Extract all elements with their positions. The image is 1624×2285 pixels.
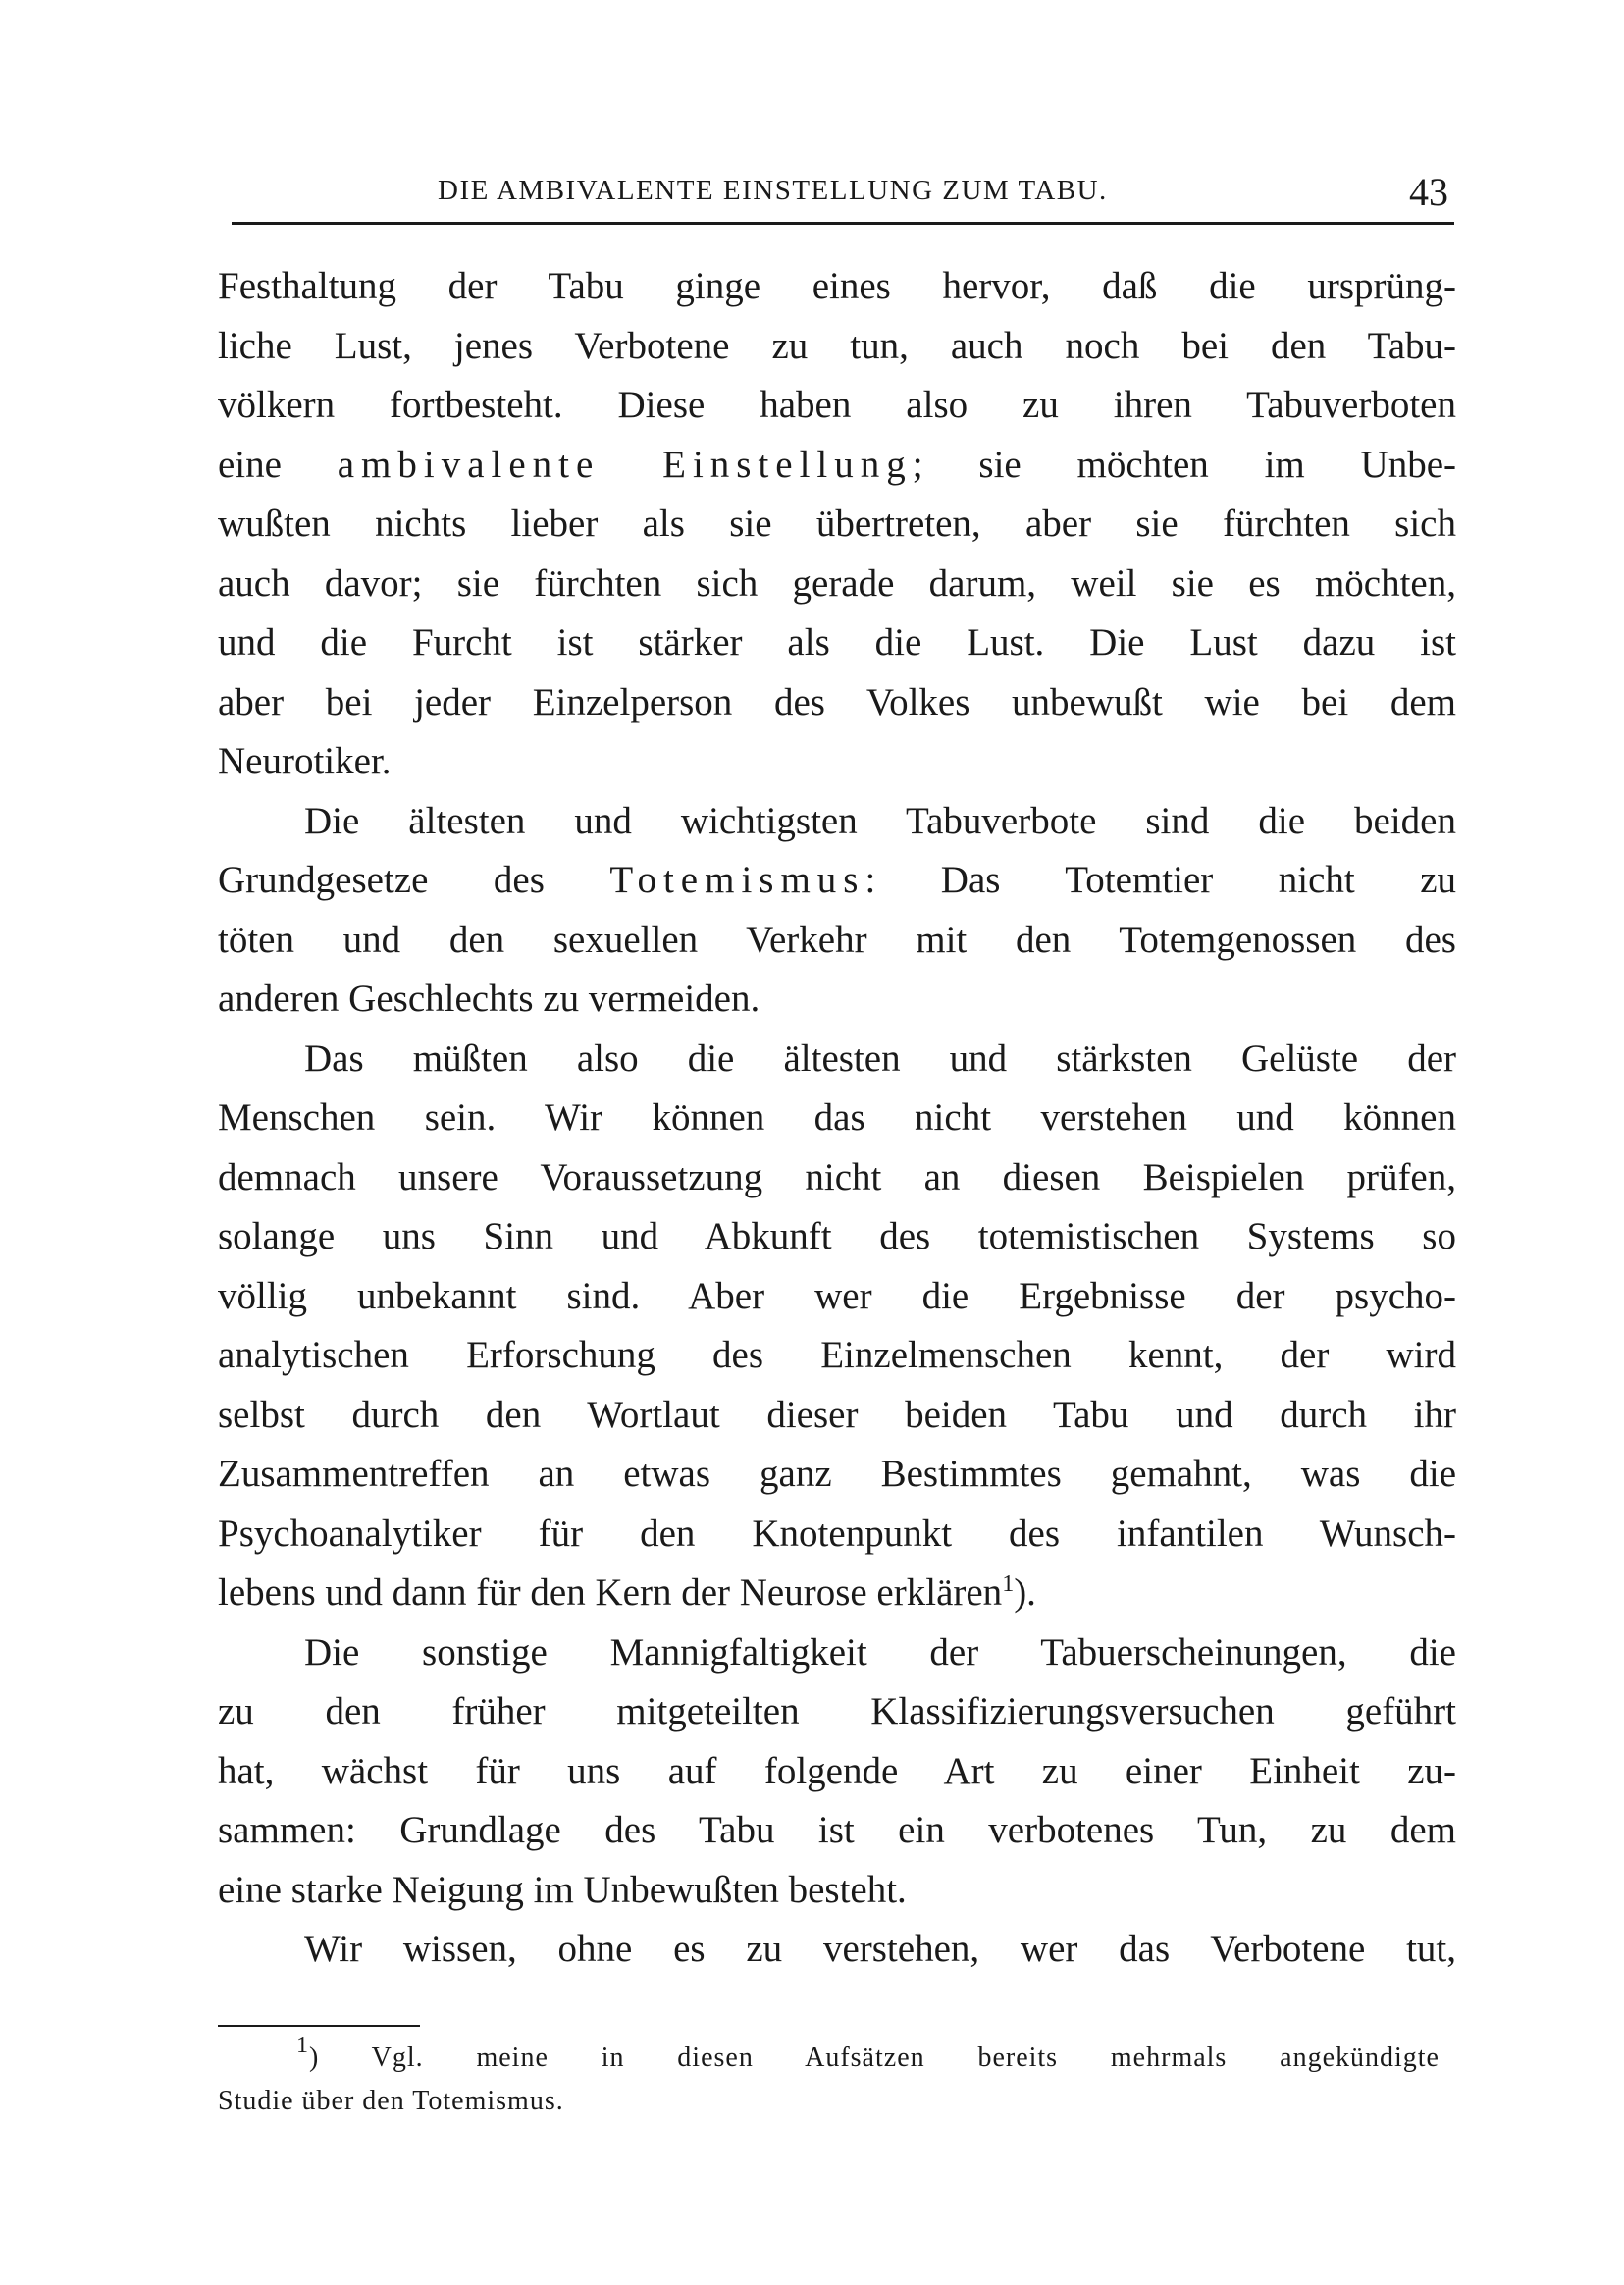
footnote-reference: 1 [1002,1571,1015,1597]
paragraph-start: Die sonstige Mannigfaltigkeit der Tabuerscheinungen, die [304,1630,1456,1674]
text-line [218,851,1456,911]
text-line: aber bei jeder Einzelperson des Volkes unbewußt wie bei dem [218,680,1456,723]
footnote-line [218,2033,1440,2080]
text-line: völkern fortbesteht. Diese haben also zu ihren Tabuverboten [218,384,1456,426]
text-line: eine starke Neigung im Unbewußten besteht. [218,1868,907,1911]
text-run: ; sie möchten im Unbe- [912,443,1456,486]
footnote-rule [218,2025,420,2027]
running-title: DIE AMBIVALENTE EINSTELLUNG ZUM TABU. [438,175,1108,206]
footnote-line: Studie über den Totemismus. [218,2086,564,2116]
text-line: auch davor; sie fürchten sich gerade darum, weil sie es möchten, [218,561,1456,605]
text-line [218,1564,1456,1623]
text-line: anderen Geschlechts zu vermeiden. [218,978,760,1020]
text-run: : Das Totemtier nicht zu [864,859,1456,901]
footnote-text: ) Vgl. meine in diesen Aufsätzen bereits mehrmals angekündigte [309,2043,1440,2073]
page-number: 43 [1409,170,1448,214]
text-line: demnach unsere Voraussetzung nicht an diesen Beispielen prüfen, [218,1155,1456,1198]
text-line: analytischen Erforschung des Einzelmenschen kennt, der wird [218,1334,1456,1376]
text-line: hat, wächst für uns auf folgende Art zu einer Einheit zu- [218,1749,1456,1792]
text-line: wußten nichts lieber als sie übertreten, aber sie fürchten sich [218,503,1456,545]
text-line: völlig unbekannt sind. Aber wer die Ergebnisse der psycho- [218,1274,1456,1317]
text-line: töten und den sexuellen Verkehr mit den Totemgenossen des [218,918,1456,961]
paragraph-start: Das müßten also die ältesten und stärksten Gelüste der [304,1036,1456,1080]
text-line: Zusammentreffen an etwas ganz Bestimmtes gemahnt, was die [218,1453,1456,1495]
paragraph-start: Die ältesten und wichtigsten Tabuverbote sind die beiden [304,799,1456,842]
text-run: Grundgesetze des [218,859,610,901]
text-line: Psychoanalytiker für den Knotenpunkt des infantilen Wunsch- [218,1512,1456,1555]
text-run: ). [1014,1571,1036,1614]
text-line: solange uns Sinn und Abkunft des totemistischen Systems so [218,1215,1456,1257]
spaced-emphasis: Totemismus [609,859,865,901]
text-run: eine [218,443,338,486]
text-line: zu den früher mitgeteilten Klassifizierungsversuchen geführt [218,1690,1456,1732]
paragraph-start: Wir wissen, ohne es zu verstehen, wer das Verbotene tut, [304,1928,1456,1970]
spaced-emphasis: ambivalente Einstellung [337,443,913,486]
text-line [218,436,1456,496]
main-text [218,257,1456,1980]
text-line: selbst durch den Wortlaut dieser beiden Tabu und durch ihr [218,1393,1456,1436]
text-run: lebens und dann für den Kern der Neurose erklären [218,1571,1003,1614]
header-rule [232,222,1454,225]
text-line: sammen: Grundlage des Tabu ist ein verbotenes Tun, zu dem [218,1809,1456,1851]
text-line: und die Furcht ist stärker als die Lust. Die Lust dazu ist [218,621,1456,664]
text-line: Menschen sein. Wir können das nicht verstehen und können [218,1096,1456,1139]
text-line: Festhaltung der Tabu ginge eines hervor, daß die ursprüng- [218,265,1456,307]
running-header [232,167,1454,228]
footnote-marker: 1 [296,2033,309,2058]
footnote [218,2033,1440,2123]
text-line: Neurotiker. [218,740,392,782]
text-line: liche Lust, jenes Verbotene zu tun, auch noch bei den Tabu- [218,324,1456,367]
